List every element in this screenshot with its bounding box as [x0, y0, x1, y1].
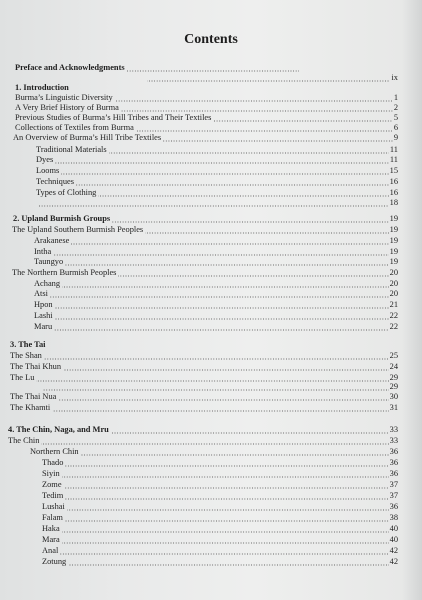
dot-leader	[62, 538, 389, 544]
toc-section-entry	[15, 63, 300, 73]
toc-entry	[42, 458, 398, 468]
toc-entry-title: Siyin	[42, 469, 60, 478]
toc-entry	[42, 469, 398, 479]
dot-leader	[41, 439, 388, 445]
toc-entry-title: Mara	[42, 535, 60, 544]
toc-entry-title: Intha	[34, 247, 52, 256]
toc-page-number: 25	[389, 351, 398, 360]
toc-entry-title: The Thai Khun	[10, 362, 62, 371]
toc-page-number: 29	[389, 373, 398, 382]
toc-page-number: 19	[389, 247, 398, 256]
toc-page-number: 20	[389, 289, 398, 298]
toc-page-number: 9	[393, 133, 398, 142]
dot-leader	[42, 385, 389, 391]
toc-entry	[10, 351, 398, 361]
toc-entry-title: Haka	[42, 524, 60, 533]
dot-leader	[81, 450, 389, 456]
toc-entry	[36, 166, 398, 176]
toc-entry	[42, 491, 398, 501]
toc-entry	[34, 247, 398, 257]
toc-page-number: 11	[389, 145, 398, 154]
toc-entry-title: Anal	[42, 546, 59, 555]
dot-leader	[62, 282, 389, 288]
dot-leader	[65, 494, 388, 500]
toc-entry	[12, 225, 398, 235]
toc-entry	[42, 480, 398, 490]
toc-page-number: 19	[389, 236, 398, 245]
toc-entry	[36, 177, 398, 187]
dot-leader	[65, 516, 389, 522]
toc-page-number: 22	[389, 322, 398, 331]
dot-leader	[76, 180, 389, 186]
dot-leader	[213, 116, 392, 122]
toc-page-number: 15	[389, 166, 398, 175]
toc-entry-title: The Shan	[10, 351, 42, 360]
toc-entry	[15, 103, 398, 113]
toc-page-number: 40	[389, 535, 398, 544]
dot-leader	[112, 217, 389, 223]
toc-page-number: ix	[391, 73, 398, 82]
toc-page-number: 37	[389, 491, 398, 500]
dot-leader	[136, 126, 393, 132]
dot-leader	[68, 560, 388, 566]
dot-leader	[55, 303, 389, 309]
toc-entry-title: Looms	[36, 166, 60, 175]
dot-leader	[109, 148, 389, 154]
toc-entry	[34, 257, 398, 267]
toc-page-number: 30	[389, 392, 398, 401]
toc-section-entry	[13, 214, 398, 224]
toc-page-number: 18	[389, 198, 398, 207]
toc-entry-title: The Upland Southern Burmish Peoples	[12, 225, 144, 234]
toc-page-number: 29	[389, 382, 398, 391]
dot-leader	[53, 250, 388, 256]
toc-entry	[36, 145, 398, 155]
toc-page-number: 19	[389, 214, 398, 223]
toc-entry-title: The Northern Burmish Peoples	[12, 268, 117, 277]
toc-entry-title: Thado	[42, 458, 64, 467]
toc-entry	[8, 436, 398, 446]
dot-leader	[60, 549, 388, 555]
toc-page-number: 31	[389, 403, 398, 412]
toc-entry	[36, 198, 398, 208]
toc-entry-title: Zotung	[42, 557, 67, 566]
section-heading: 1. Introduction	[15, 83, 69, 92]
toc-page-number: 42	[389, 546, 398, 555]
toc-entry	[36, 155, 398, 165]
toc-entry-title: Previous Studies of Burma’s Hill Tribes and Their Textiles	[15, 113, 212, 122]
dot-leader	[127, 66, 299, 72]
toc-entry-title: Atsi	[34, 289, 48, 298]
toc-entry-title: 2. Upland Burmish Groups	[13, 214, 111, 223]
dot-leader	[118, 271, 388, 277]
dot-leader	[55, 158, 389, 164]
toc-entry-title: The Khamti	[10, 403, 51, 412]
toc-entry-title: Achang	[34, 279, 61, 288]
dot-leader	[55, 314, 389, 320]
toc-page-number: 5	[393, 113, 398, 122]
toc-entry	[15, 123, 398, 133]
toc-entry-title: 4. The Chin, Naga, and Mru	[8, 425, 109, 434]
toc-section-entry	[8, 425, 398, 435]
toc-entry-title: Tedim	[42, 491, 64, 500]
toc-entry	[10, 403, 398, 413]
toc-entry	[13, 133, 398, 143]
toc-entry-title: The Thai Nua	[10, 392, 57, 401]
toc-page-number: 33	[389, 436, 398, 445]
toc-entry	[42, 524, 398, 534]
dot-leader	[52, 406, 388, 412]
dot-leader	[65, 461, 388, 467]
dot-leader	[58, 395, 388, 401]
toc-entry-title: Techniques	[36, 177, 75, 186]
toc-entry	[42, 535, 398, 545]
toc-page-number: 36	[389, 458, 398, 467]
toc-entry	[15, 93, 398, 103]
toc-entry-title: Burma’s Linguistic Diversity	[15, 93, 113, 102]
toc-entry	[34, 279, 398, 289]
toc-page-number: 16	[389, 177, 398, 186]
toc-entry-title: A Very Brief History of Burma	[15, 103, 119, 112]
toc-page-number: 24	[389, 362, 398, 371]
toc-entry	[42, 502, 398, 512]
toc-page-number: 36	[389, 502, 398, 511]
dot-leader	[38, 201, 389, 207]
toc-entry	[34, 322, 398, 332]
dot-leader	[65, 260, 388, 266]
toc-entry-title: An Overview of Burma’s Hill Tribe Textiles	[13, 133, 162, 142]
toc-entry	[15, 113, 398, 123]
dot-leader	[61, 169, 388, 175]
toc-entry-title: Falam	[42, 513, 63, 522]
dot-leader	[111, 428, 389, 434]
toc-entry-title: Taungyo	[34, 257, 64, 266]
toc-entry	[34, 311, 398, 321]
toc-entry	[42, 513, 398, 523]
dot-leader	[121, 106, 393, 112]
toc-entry-title: Traditional Materials	[36, 145, 107, 154]
toc-page-number: 20	[389, 279, 398, 288]
toc-page-number: 11	[389, 155, 398, 164]
toc-page-number: 16	[389, 188, 398, 197]
toc-page-number: 36	[389, 447, 398, 456]
toc-entry-title: The Chin	[8, 436, 40, 445]
dot-leader	[98, 191, 388, 197]
toc-entry	[10, 392, 398, 402]
toc-entry	[30, 447, 398, 457]
toc-page-number: 37	[389, 480, 398, 489]
toc-page-number: 42	[389, 557, 398, 566]
toc-entry-title: Lushai	[42, 502, 65, 511]
toc-entry-title: Arakanese	[34, 236, 70, 245]
toc-entry	[34, 289, 398, 299]
toc-entry-title: Types of Clothing	[36, 188, 97, 197]
toc-entry	[145, 73, 398, 83]
dot-leader	[62, 472, 389, 478]
toc-entry	[36, 188, 398, 198]
page-title: Contents	[184, 32, 238, 47]
toc-page-number: 40	[389, 524, 398, 533]
toc-page-number: 19	[389, 225, 398, 234]
toc-page-number: 20	[389, 268, 398, 277]
toc-page-number: 22	[389, 311, 398, 320]
toc-entry-title: Collections of Textiles from Burma	[15, 123, 134, 132]
toc-entry-title: Hpon	[34, 300, 53, 309]
toc-entry-title: Maru	[34, 322, 53, 331]
toc-entry-title: Dyes	[36, 155, 54, 164]
toc-page-number: 19	[389, 257, 398, 266]
dot-leader	[44, 354, 389, 360]
toc-page-number: 33	[389, 425, 398, 434]
toc-entry-title: The Lu	[10, 373, 35, 382]
toc-entry	[42, 557, 398, 567]
dot-leader	[163, 136, 393, 142]
dot-leader	[147, 76, 390, 82]
toc-entry	[40, 382, 398, 392]
dot-leader	[67, 505, 389, 511]
toc-page-number: 2	[393, 103, 398, 112]
toc-entry-title: Northern Chin	[30, 447, 79, 456]
dot-leader	[62, 527, 389, 533]
dot-leader	[54, 325, 388, 331]
toc-entry	[12, 268, 398, 278]
toc-page-number: 36	[389, 469, 398, 478]
dot-leader	[71, 239, 388, 245]
dot-leader	[50, 292, 389, 298]
toc-entry	[34, 236, 398, 246]
toc-entry-title: Zome	[42, 480, 62, 489]
dot-leader	[115, 96, 393, 102]
dot-leader	[145, 228, 388, 234]
dot-leader	[63, 365, 389, 371]
section-heading: 3. The Tai	[10, 340, 46, 349]
toc-entry	[34, 300, 398, 310]
toc-page-number: 38	[389, 513, 398, 522]
toc-page-number: 6	[393, 123, 398, 132]
toc-page-number: 21	[389, 300, 398, 309]
toc-page-number: 1	[393, 93, 398, 102]
toc-entry-title: Lashi	[34, 311, 53, 320]
toc-entry-title: Preface and Acknowledgments	[15, 63, 125, 72]
toc-entry	[42, 546, 398, 556]
dot-leader	[64, 483, 389, 489]
toc-entry	[10, 362, 398, 372]
